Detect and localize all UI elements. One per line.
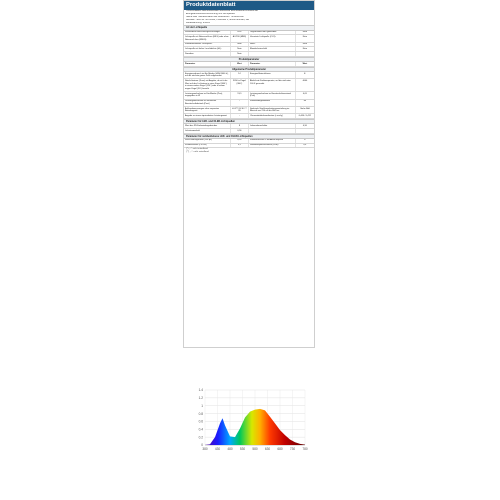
table-cell xyxy=(249,129,296,133)
table-cell: 0,4 xyxy=(303,144,307,147)
table-row xyxy=(184,79,314,92)
y-tick-label: 1 xyxy=(201,403,203,408)
table-cell: 3050 in Kugel (360°) xyxy=(231,79,249,91)
section4-table xyxy=(184,139,314,148)
table-header-cell: Parameter xyxy=(184,62,231,66)
x-tick-label: 480 xyxy=(227,447,233,451)
table-cell: 0,95 xyxy=(231,139,249,143)
table-cell: 6 xyxy=(304,139,306,142)
table-row xyxy=(184,100,314,107)
table-cell: Ähnlichste Farbtemperatur, auf die nächsten 100 K gerundet xyxy=(249,79,296,91)
section1-table xyxy=(184,31,314,57)
table-cell: 0,05 xyxy=(302,92,307,95)
table-cell: 14 xyxy=(231,72,249,78)
table-cell: 0,90 xyxy=(302,124,307,127)
table-cell: Außenabmessungen ohne separates Betriebsgerät xyxy=(184,107,231,113)
table-cell: Blendschutzschild: xyxy=(249,47,296,51)
table-cell: Verschiebungsfaktor (cos φ1) xyxy=(184,139,231,143)
x-tick-label: 730 xyxy=(289,447,296,451)
table-cell: Leistungsaufnahme im Bereitschaftszustand (Psb) xyxy=(249,92,296,98)
table-cell: Energieverbrauch im Ein-Modus (kWh/1000 h), auf die nächste ganze Zahl aufgerundet xyxy=(184,72,231,78)
header-lines xyxy=(184,10,314,25)
table-cell: Hülle: xyxy=(249,43,296,47)
y-tick-label: 0.4 xyxy=(198,427,203,432)
table-cell: Dimmbar: xyxy=(184,52,231,56)
table-cell: Nein xyxy=(302,35,308,38)
table-cell xyxy=(296,52,314,56)
header-line: TRILUX/BEPB 30W/4000K/LED 3050/1850 IDIP/FAB008XX/4000K.ad xyxy=(186,10,258,12)
table-cell: Chromatizitätskoordinaten (x und y) xyxy=(249,114,296,118)
table-cell: Spektrale Strahlungsleistungsverteilung im Bereich von 250 nm bis 800 nm xyxy=(249,107,296,113)
table-row xyxy=(184,107,314,114)
table-cell: Nein xyxy=(231,43,249,47)
sheet-title: Produktdatenblatt xyxy=(184,1,314,10)
table-cell: Siehe Bild xyxy=(300,107,310,110)
table-cell: Nein xyxy=(302,31,308,34)
table-cell xyxy=(249,52,296,56)
section-mains-led-parameters: Parameter für netzbetriebene LED- und OLED-Lichtquellen xyxy=(184,134,314,139)
table-cell: 0,1 xyxy=(231,144,249,148)
table-cell: Wert des R9-Farbwiedergabeindex xyxy=(184,124,231,128)
x-tick-label: 530 xyxy=(239,447,246,451)
table-row xyxy=(184,92,314,99)
table-cell: Lichtquelle mit hoher Leuchtdichte (HL): xyxy=(184,47,231,51)
table-cell: 8 xyxy=(231,124,249,128)
x-tick-label: 680 xyxy=(277,447,283,451)
table-cell: Nein xyxy=(231,52,249,56)
table-header-cell: Wert xyxy=(302,62,308,65)
table-cell: Nein xyxy=(302,47,308,50)
table-cell: Stroboskopeffekt-Metrik (SVM) xyxy=(249,144,296,148)
table-cell: Leistungsaufnahme im Ein-Modus (Pon), angegeben in W xyxy=(184,92,231,98)
table-cell: Angabe zu einem äquivalenten Leistungswert xyxy=(184,114,231,118)
header-line: Name oder Handelsmarke des Lieferanten: TR1000/0407 xyxy=(186,16,245,19)
table-cell: Lichtquelle mit Netzanschluss (MLS) oder ohne Netzanschluss (NMLS): xyxy=(184,35,231,41)
spectrum-chart-svg xyxy=(183,384,313,454)
y-tick-label: 0 xyxy=(201,443,203,448)
table-cell: E xyxy=(304,72,306,75)
footnotes xyxy=(184,148,314,154)
y-tick-label: 1.4 xyxy=(198,388,203,393)
footnote: (*) „–“: nicht zutreffend xyxy=(186,148,208,151)
y-tick-label: 0.2 xyxy=(198,435,203,440)
table-cell: 0,96 xyxy=(231,129,249,133)
table-cell: 4000 xyxy=(302,79,308,82)
header-line: Energieeffizienzkennzeichnung von Lichtquellen xyxy=(186,13,235,16)
table-cell: Flimmermetrik (Pst LM) xyxy=(184,144,231,148)
table-cell: Nein xyxy=(302,43,308,46)
x-tick-label: 580 xyxy=(252,447,258,451)
table-cell xyxy=(296,129,314,133)
header-line: Modellkennung: 9/1001 xyxy=(186,22,210,25)
x-tick-label: 380 xyxy=(202,447,208,451)
table-row xyxy=(184,35,314,42)
section-product-parameters: Produktparameter xyxy=(184,57,314,62)
section2-table xyxy=(184,72,314,119)
table-cell: Farbwiedergabeindex xyxy=(249,100,296,106)
section-general-parameters: Allgemeine Produktparameter xyxy=(184,67,314,72)
table-cell: Lebensdauerfaktor xyxy=(249,124,296,128)
table-cell: Ungebündelt oder gebündelt: xyxy=(249,31,296,35)
table-cell: - xyxy=(231,114,249,118)
header-line: Adresse: Hoxt-Str. 46 Lichter, Postcode 1, 48180 Münster, DE xyxy=(186,19,249,22)
spectrum-area xyxy=(205,409,305,445)
y-tick-label: 1.2 xyxy=(198,396,203,401)
table-cell: Nutzlichtstrom (Φuse) mit Angabe, ob sich der Wert auf den Lichtstrom in einer Kugel (360°), in einem weiten Kegel (120°) oder in einem engen Kegel (90°) bezieht xyxy=(184,79,231,91)
table-cell: 0,440 / 0,412 xyxy=(298,114,311,117)
x-tick-label: 780 xyxy=(302,447,308,451)
table-cell: 80 xyxy=(303,100,307,103)
section-led-parameters: Parameter für LED- und OLED-Lichtquellen xyxy=(184,119,314,124)
y-tick-label: 0.8 xyxy=(198,411,203,416)
y-tick-label: 0.6 xyxy=(198,419,203,424)
x-tick-label: 630 xyxy=(264,447,271,451)
table-cell: AC/230 (MBS) xyxy=(231,35,249,41)
table-cell: LED xyxy=(231,31,249,35)
table-cell: H 477 / B 30 / T 20 xyxy=(231,107,249,113)
table-cell: Lichtstromerhalt xyxy=(184,129,231,133)
footnote: (**) „–“: nicht zutreffend xyxy=(186,151,209,154)
table-header-cell: Parameter xyxy=(249,62,296,66)
product-data-sheet xyxy=(183,0,315,348)
table-cell: Energieeffizienzklasse xyxy=(249,72,296,78)
table-header-cell: Wert xyxy=(231,62,249,66)
table-cell: Leistungsaufnahme im vernetzten Bereitschaftsbetrieb (Pnet) xyxy=(184,100,231,106)
table-cell: Nein xyxy=(231,47,249,51)
section-light-source-type: Art der Lichtquelle xyxy=(184,25,314,30)
table-cell: Vernetzte Lichtquelle (CLS): xyxy=(249,35,296,41)
section3-table xyxy=(184,124,314,133)
table-row xyxy=(184,72,314,79)
x-tick-label: 430 xyxy=(214,447,221,451)
table-cell: - xyxy=(231,100,249,106)
table-cell: 13,9 xyxy=(231,92,249,98)
table-cell: Farbkonsistenz in McAdam-Ellipsen xyxy=(249,139,296,143)
table-cell: Farbabstimmbare Lichtquelle: xyxy=(184,43,231,47)
table-cell: Verwendete Beleuchtungstechnologie: xyxy=(184,31,231,35)
spectrum-chart xyxy=(183,384,313,454)
